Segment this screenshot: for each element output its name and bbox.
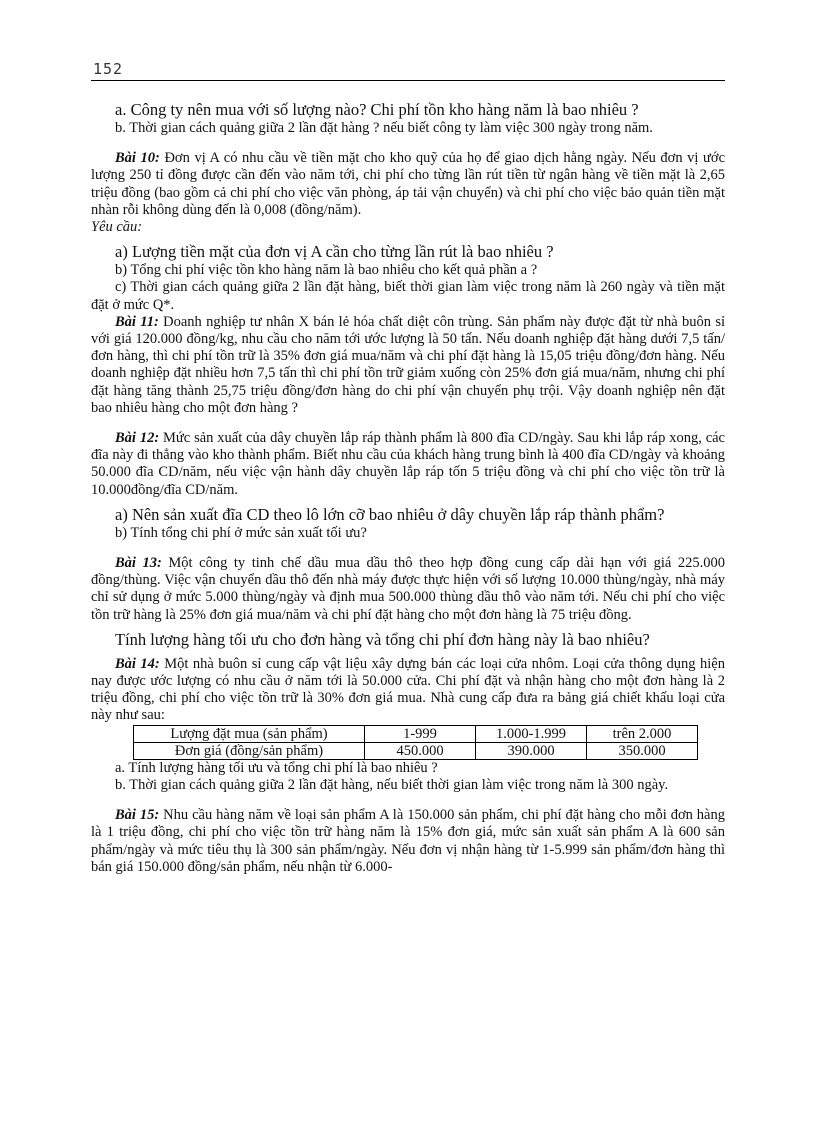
page-header bbox=[91, 58, 725, 81]
exercise-12-b: b) Tính tổng chi phí ở mức sản xuất tối ưu? bbox=[115, 524, 367, 541]
exercise-text: Một nhà buôn sỉ cung cấp vật liệu xây dựng bán các loại cửa nhôm. Loại cửa thông dụng hiện nay được ước lượng có nhu cầu ở năm tới là 50.000 cửa. Chi phí đặt và nhận hàng cho một đơn hàng là 2 triệu đồng, chi phí cho việc tồn trữ là 30% đơn giá mua. Nhà cung cấp đưa ra bảng giá chiết khấu loại cửa này như sau: bbox=[91, 655, 725, 724]
exercise-text: Đơn vị A có nhu cầu về tiền mặt cho kho quỹ của họ để giao dịch hằng ngày. Nếu đơn vị ước lượng 250 tỉ đồng được cần đến vào năm tới, chi phí cho từng lần rút tiền từ ngân hàng về tiền mặt là 2,65 triệu đồng (bao gồm cả chi phí cho việc văn phòng, áp tải vận chuyển) và chi phí cho việc bảo quản tiền mặt nhàn rỗi không dùng đến là 0,008 (đồng/năm). bbox=[91, 150, 726, 218]
exercise-label: Bài 13: bbox=[115, 555, 162, 572]
exercise-text: Mức sản xuất của dây chuyền lắp ráp thành phẩm là 800 đĩa CD/ngày. Sau khi lắp ráp xong, các đĩa này đi thẳng vào kho thành phẩm. Biết nhu cầu của khách hàng trung bình là 400 đĩa CD/ngày và khoảng 50.000 đĩa CD/năm, nếu việc vận hành dây chuyền lắp ráp tốn 5 triệu đồng và chi phí cho việc tồn trữ là 10.000đồng/đĩa CD/năm. bbox=[91, 430, 725, 498]
exercise-12-a: a) Nên sản xuất đĩa CD theo lô lớn cỡ bao nhiêu ở dây chuyền lắp ráp thành phẩm? bbox=[115, 504, 665, 524]
exercise-13 bbox=[91, 555, 725, 624]
table-cell: Đơn giá (đồng/sản phẩm) bbox=[134, 742, 365, 759]
table-row bbox=[134, 742, 698, 759]
question-b: b. Thời gian cách quảng giữa 2 lần đặt hàng ? nếu biết công ty làm việc 300 ngày trong năm. bbox=[115, 120, 653, 136]
exercise-13-question: Tính lượng hàng tối ưu cho đơn hàng và tổng chi phí đơn hàng này là bao nhiêu? bbox=[115, 629, 650, 649]
page-body bbox=[91, 100, 725, 876]
exercise-15 bbox=[91, 807, 725, 876]
exercise-12 bbox=[91, 430, 725, 499]
table-cell: 390.000 bbox=[476, 742, 587, 759]
table-cell: 1-999 bbox=[365, 725, 476, 742]
requirement-label: Yêu cầu: bbox=[91, 219, 143, 236]
exercise-10-b: b) Tổng chi phí việc tồn kho hàng năm là bao nhiêu cho kết quả phần a ? bbox=[115, 262, 538, 279]
exercise-10 bbox=[91, 150, 725, 219]
table-cell: 1.000-1.999 bbox=[476, 725, 587, 742]
table-row bbox=[134, 725, 698, 742]
table-cell: trên 2.000 bbox=[587, 725, 698, 742]
exercise-14-b: b. Thời gian cách quảng giữa 2 lần đặt hàng, nếu biết thời gian làm việc trong năm là 300 ngày. bbox=[115, 776, 669, 793]
table-cell: 350.000 bbox=[587, 742, 698, 759]
exercise-11 bbox=[91, 314, 725, 417]
exercise-label: Bài 15: bbox=[115, 807, 160, 824]
exercise-text: Doanh nghiệp tư nhân X bán lẻ hóa chất diệt côn trùng. Sản phẩm này được đặt từ nhà buôn sỉ với giá 120.000 đồng/kg, nhu cầu cho năm tới ước lượng là 50 tấn. Nếu doanh nghiệp đặt hàng dưới 7,5 tấn/đơn hàng, thì chi phí tồn trữ là 35% đơn giá mua/năm và chi phí đặt hàng là 15,05 triệu đồng/đơn hàng. Nếu doanh nghiệp đặt nhiều hơn 7,5 tấn thì chi phí tồn trữ giảm xuống còn 25% đơn giá mua/năm, nhưng chi phí đặt hàng tăng thành 25,75 triệu đồng/đơn hàng do chi phí vận chuyển phụ trội. Vậy doanh nghiệp nên đặt bao nhiêu hàng cho một đơn hàng ? bbox=[91, 313, 725, 416]
exercise-label: Bài 11: bbox=[115, 313, 159, 330]
exercise-label: Bài 14: bbox=[115, 655, 160, 672]
exercise-14-a: a. Tính lượng hàng tối ưu và tổng chi phí là bao nhiêu ? bbox=[115, 759, 438, 776]
table-cell: Lượng đặt mua (sản phẩm) bbox=[134, 725, 365, 742]
exercise-10-c: c) Thời gian cách quảng giữa 2 lần đặt hàng, biết thời gian làm việc trong năm là 260 ngày và tiền mặt đặt ở mức Q*. bbox=[91, 279, 725, 313]
exercise-label: Bài 12: bbox=[115, 430, 160, 447]
exercise-14 bbox=[91, 656, 725, 725]
exercise-10-a: a) Lượng tiền mặt của đơn vị A cần cho từng lần rút là bao nhiêu ? bbox=[115, 242, 554, 262]
page-number: 152 bbox=[93, 60, 124, 78]
exercise-text: Một công ty tinh chế dầu mua dầu thô theo hợp đồng cung cấp dài hạn với giá 225.000 đồng/thùng. Việc vận chuyển dầu thô đến nhà máy được thực hiện với số lượng 10.000 thùng/ngày, nhà máy chỉ sử dụng ở mức 5.000 thùng/ngày và định mua 500.000 thùng dầu thô vào năm tới. Nếu chi phí cho việc tồn trữ hàng là 25% đơn giá mua/năm và chi phí đặt hàng cho một đơn hàng là 75 triệu đồng. bbox=[91, 555, 725, 623]
discount-table bbox=[133, 725, 698, 760]
question-a: a. Công ty nên mua với số lượng nào? Chi phí tồn kho hàng năm là bao nhiêu ? bbox=[115, 100, 639, 119]
table-cell: 450.000 bbox=[365, 742, 476, 759]
exercise-label: Bài 10: bbox=[115, 150, 160, 167]
exercise-text: Nhu cầu hàng năm về loại sản phẩm A là 150.000 sản phẩm, chi phí đặt hàng cho mỗi đơn hàng là 1 triệu đồng, chi phí cho việc tồn trữ hàng năm là 15% đơn giá, mức sản xuất sản phẩm A là 600 sản phẩm/ngày và mức tiêu thụ là 300 sản phẩm/ngày. Nếu đơn vị nhận hàng từ 1-5.999 sản phẩm/đơn hàng thì bán giá 150.000 đồng/sản phẩm, nếu nhận từ 6.000- bbox=[91, 807, 725, 875]
